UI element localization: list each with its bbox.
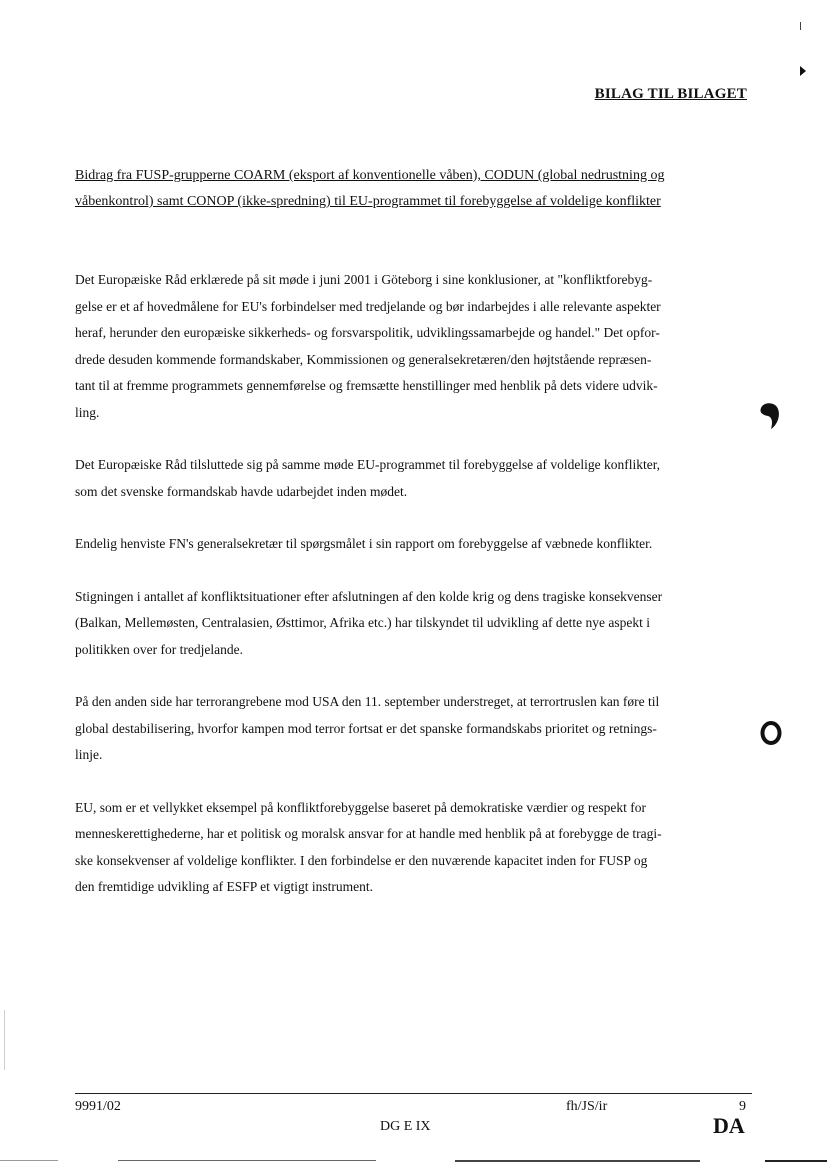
text-line: politikken over for tredjelande. (75, 641, 243, 657)
text-line: Stigningen i antallet af konfliktsituationer efter afslutningen af den kolde krig og dens tragiske konsekvenser (75, 588, 663, 604)
text-line: linje. (75, 747, 103, 762)
scan-mark-blot-icon (757, 400, 781, 430)
paragraph-eu-programme (75, 452, 755, 505)
document-reference: 9991/02 (75, 1099, 121, 1114)
scan-bottom-line (118, 1160, 376, 1161)
text-line: gelse er et af hovedmålene for EU's forbindelser med tredjelande og bør indarbejdes i alle relevante aspekter (75, 298, 661, 314)
title-line: våbenkontrol) samt CONOP (ikke-spredning) til EU-programmet til forebyggelse af voldelige konflikter (75, 194, 661, 209)
scan-mark-triangle-icon (800, 66, 806, 76)
scan-bottom-line (455, 1160, 700, 1162)
body-text (75, 267, 755, 927)
text-line: Endelig henviste FN's generalsekretær til spørgsmålet i sin rapport om forebyggelse af væbnede konflikter. (75, 536, 653, 551)
text-line: ling. (75, 404, 100, 420)
footer-divider (75, 1093, 752, 1094)
paragraph-conflict-increase (75, 584, 755, 664)
text-line: menneskerettighederne, har et politisk og moralsk ansvar for at handle med henblik på at forebygge de tragi- (75, 826, 662, 841)
scan-bottom-line (765, 1160, 827, 1162)
paragraph-terrorism (75, 689, 755, 769)
text-line: EU, som er et vellykket eksempel på konfliktforebyggelse baseret på demokratiske værdier og respekt for (75, 799, 646, 815)
paragraph-eu-responsibility (75, 795, 755, 901)
text-line: Det Europæiske Råd erklærede på sit møde i juni 2001 i Göteborg i sine konklusioner, at "konfliktforebyg- (75, 272, 653, 287)
page-heading: BILAG TIL BILAGET (594, 86, 747, 102)
text-line: tant til at fremme programmets gennemførelse og fremsætte henstillinger med henblik på dets videre udvik- (75, 378, 658, 393)
directorate-code: DG E IX (380, 1119, 431, 1134)
scan-bottom-line (0, 1160, 58, 1161)
text-line: På den anden side har terrorangrebene mod USA den 11. september understreget, at terrortruslen kan føre til (75, 694, 660, 709)
text-line: drede desuden kommende formandskaber, Kommissionen og generalsekretæren/den højtstående repræsen- (75, 351, 652, 367)
scan-mark-tick (800, 22, 801, 30)
text-line: ske konsekvenser af voldelige konflikter. I den forbindelse er den nuværende kapacitet inden for FUSP og (75, 852, 648, 868)
paragraph-goteborg (75, 267, 755, 426)
title-line: Bidrag fra FUSP-grupperne COARM (eksport af konventionelle våben), CODUN (global nedrustning og (75, 168, 665, 183)
text-line: heraf, herunder den europæiske sikkerheds- og forsvarspolitik, udviklingssamarbejde og handel." Det opfor- (75, 325, 660, 340)
text-line: global destabilisering, hvorfor kampen mod terror fortsat er det spanske formandskabs prioritet og retnings- (75, 720, 657, 736)
text-line: den fremtidige udvikling af ESFP et vigtigt instrument. (75, 879, 373, 894)
text-line: Det Europæiske Råd tilsluttede sig på samme møde EU-programmet til forebyggelse af voldelige konflikter, (75, 457, 661, 472)
language-code: DA (713, 1113, 745, 1138)
text-line: (Balkan, Mellemøsten, Centralasien, Østtimor, Afrika etc.) har tilskyndet til udvikling af dette nye aspekt i (75, 615, 650, 630)
author-initials: fh/JS/ir (566, 1099, 608, 1114)
text-line: som det svenske formandskab havde udarbejdet inden mødet. (75, 483, 408, 499)
scan-left-edge (4, 1010, 5, 1070)
page-number: 9 (739, 1099, 746, 1114)
paragraph-un-report (75, 531, 755, 558)
scan-mark-ring-icon (760, 720, 782, 746)
document-title (75, 163, 755, 215)
